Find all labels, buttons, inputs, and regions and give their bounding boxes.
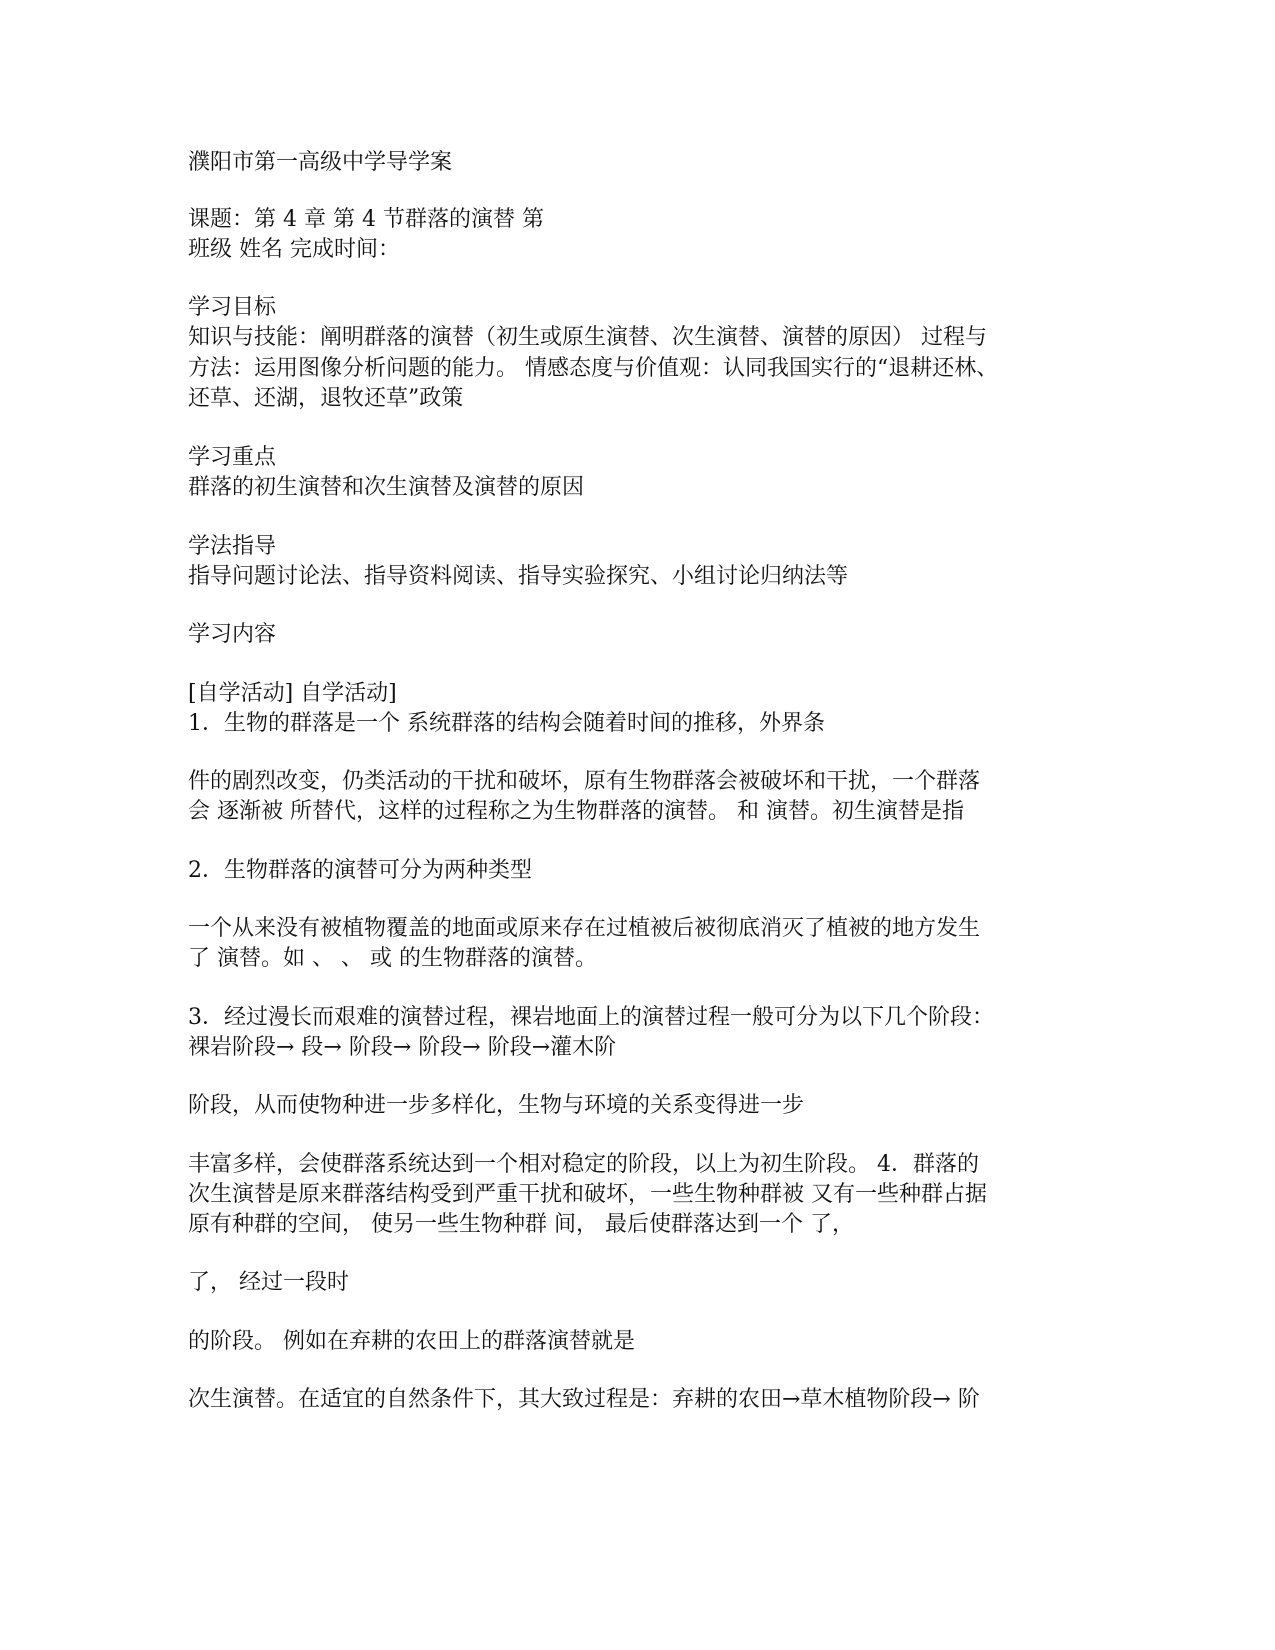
lesson-topic: 课题：第 4 章 第 4 节群落的演替 第	[188, 207, 544, 232]
student-info: 班级 姓名 完成时间：	[188, 237, 400, 262]
item-3-line-3: 阶段，从而使物种进一步多样化，生物与环境的关系变得进一步	[188, 1093, 805, 1118]
item-4-line-6: 次生演替。在适宜的自然条件下，其大致过程是：弃耕的农田→草木植物阶段→ 阶	[188, 1387, 980, 1412]
item-4-line-2: 次生演替是原来群落结构受到严重干扰和破坏，一些生物种群被 又有一些种群占据	[188, 1182, 987, 1207]
item-1-line-2: 件的剧烈改变，仍类活动的干扰和破坏，原有生物群落会被破坏和干扰，一个群落	[188, 769, 981, 794]
objectives-line-3: 还草、还湖，退牧还草”政策	[188, 386, 464, 411]
item-4-line-5: 的阶段。 例如在弃耕的农田上的群落演替就是	[188, 1329, 635, 1354]
method-text: 指导问题讨论法、指导资料阅读、指导实验探究、小组讨论归纳法等	[188, 564, 849, 589]
item-4-line-4: 了， 经过一段时	[188, 1270, 349, 1295]
item-1-line-3: 会 逐渐被 所替代，这样的过程称之为生物群落的演替。 和 演替。初生演替是指	[188, 799, 964, 824]
heading-content: 学习内容	[188, 622, 277, 647]
item-2-line-2: 了 演替。如 、 、 或 的生物群落的演替。	[188, 946, 597, 971]
heading-key-points: 学习重点	[188, 445, 277, 470]
key-points-text: 群落的初生演替和次生演替及演替的原因	[188, 475, 585, 500]
item-4-line-3: 原有种群的空间， 使另一些生物种群 间， 最后使群落达到一个 了，	[188, 1212, 854, 1237]
self-study-heading: [自学活动] 自学活动]	[188, 681, 397, 706]
item-2-line-1: 一个从来没有被植物覆盖的地面或原来存在过植被后被彻底消灭了植被的地方发生	[188, 916, 981, 941]
item-3-line-1: 3．经过漫长而艰难的演替过程，裸岩地面上的演替过程一般可分为以下几个阶段：	[188, 1005, 994, 1030]
heading-method: 学法指导	[188, 534, 277, 559]
item-1-line-1: 1．生物的群落是一个 系统群落的结构会随着时间的推移，外界条	[188, 711, 825, 736]
item-2: 2．生物群落的演替可分为两种类型	[188, 858, 532, 883]
item-4-line-1: 丰富多样，会使群落系统达到一个相对稳定的阶段，以上为初生阶段。 4．群落的	[188, 1152, 979, 1177]
objectives-line-1: 知识与技能：阐明群落的演替（初生或原生演替、次生演替、演替的原因） 过程与	[188, 325, 987, 350]
objectives-line-2: 方法：运用图像分析问题的能力。 情感态度与价值观：认同我国实行的“退耕还林、	[188, 356, 999, 381]
heading-objectives: 学习目标	[188, 295, 277, 320]
school-title: 濮阳市第一高级中学导学案	[188, 150, 453, 175]
item-3-line-2: 裸岩阶段→ 段→ 阶段→ 阶段→ 阶段→灌木阶	[188, 1035, 617, 1060]
